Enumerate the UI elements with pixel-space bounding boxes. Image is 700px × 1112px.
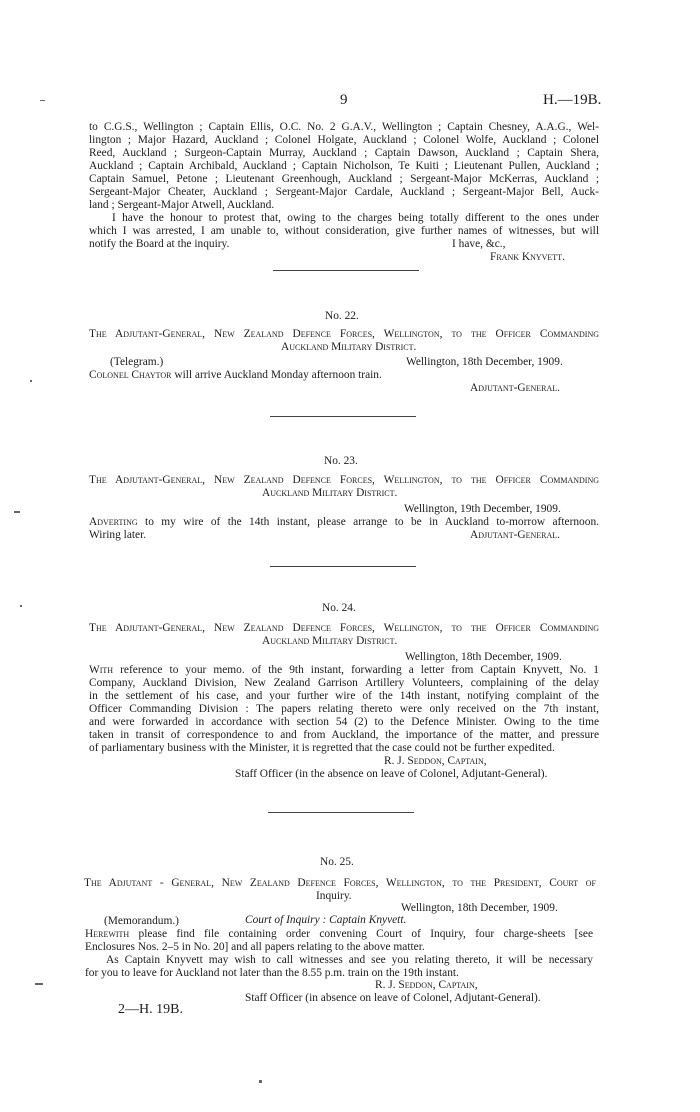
lead-words: Herewith <box>85 928 130 940</box>
address-line: Auckland Military District. <box>262 635 398 647</box>
section-heading: No. 24. <box>322 602 356 614</box>
text-line: taken in transit of correspondence to and from Auckland, the importance of the matter, and pressure <box>89 729 599 741</box>
address-line: The Adjutant - General, New Zealand Defence Forces, Wellington, to the President, Court of <box>84 877 596 889</box>
document-reference: H.—19B. <box>543 92 602 108</box>
signer-name: R. J. Seddon, Captain, <box>384 755 487 767</box>
place-date: Wellington, 18th December, 1909. <box>405 651 562 663</box>
closing-salutation: I have, &c., <box>452 238 506 250</box>
text-line: I have the honour to protest that, owing to the charges being totally different to the ones under <box>112 212 599 224</box>
address-line: Inquiry. <box>316 890 352 902</box>
section-heading: No. 25. <box>320 856 354 868</box>
scan-speck <box>30 380 32 382</box>
section-heading: No. 23. <box>324 455 358 467</box>
signer-role: Staff Officer (in the absence on leave of Colonel, Adjutant-General). <box>235 768 548 780</box>
message-body <box>89 369 382 382</box>
address-line: Auckland Military District. <box>281 341 417 353</box>
text-line: As Captain Knyvett may wish to call witnesses and see you relating thereto, it will be necessary <box>106 954 593 966</box>
section-divider <box>270 416 416 417</box>
text-line: and were forwarded in accordance with section 54 (2) to the Defence Minister. Owing to the time <box>89 716 599 728</box>
place-date: Wellington, 18th December, 1909. <box>401 902 558 914</box>
text-line: Sergeant-Major Cheater, Auckland ; Sergeant-Major Cardale, Auckland ; Sergeant-Major Bell, Auck- <box>89 186 599 198</box>
text-line: notify the Board at the inquiry. <box>89 238 230 250</box>
body-text: will arrive Auckland Monday afternoon train. <box>171 369 382 381</box>
body-text: please find file containing order convening Court of Inquiry, four charge-sheets [see <box>129 928 593 940</box>
section-divider <box>268 812 414 813</box>
scan-speck <box>20 605 22 607</box>
text-line: Enclosures Nos. 2–5 in No. 20] and all papers relating to the above matter. <box>85 941 425 953</box>
text-line: land ; Sergeant-Major Atwell, Auckland. <box>89 199 275 211</box>
message-type: (Memorandum.) <box>104 915 179 927</box>
text-line: Officer Commanding Division : The papers relating thereto were only received on the 7th instant, <box>89 703 599 715</box>
section-divider <box>270 566 416 567</box>
signature: Adjutant-General. <box>470 529 560 541</box>
signature-mark: 2—H. 19B. <box>118 1002 183 1017</box>
text-line: Company, Auckland Division, New Zealand Garrison Artillery Volunteers, complaining of the delay <box>89 677 599 689</box>
signature: Frank Knyvett. <box>490 251 565 263</box>
text-line: Captain Samuel, Petone ; Lieutenant Greenhough, Auckland ; Sergeant-Major McKerras, Auckland ; <box>89 173 599 185</box>
page-number: 9 <box>340 92 348 108</box>
message-body <box>89 516 599 529</box>
text-line: for you to leave for Auckland not later than the 8.55 p.m. train on the 19th instant. <box>85 967 459 979</box>
text-line: of parliamentary business with the Minister, it is regretted that the case could not be further expedited. <box>89 742 555 754</box>
section-heading: No. 22. <box>325 310 359 322</box>
text-line: Reed, Auckland ; Surgeon-Captain Murray, Auckland ; Captain Dawson, Auckland ; Captain Shera, <box>89 147 599 159</box>
place-date: Wellington, 19th December, 1909. <box>404 503 561 515</box>
message-body <box>89 664 599 677</box>
message-type: (Telegram.) <box>110 356 164 368</box>
lead-words: Adverting <box>89 516 138 528</box>
text-line: in the settlement of his case, and your further wire of the 14th instant, notifying complaint of the <box>89 690 599 702</box>
signature: Adjutant-General. <box>470 382 560 394</box>
address-line: Auckland Military District. <box>262 487 398 499</box>
text-line: which I was arrested, I am unable to, without consideration, give further names of witnesses, but will <box>89 225 599 237</box>
signer-role: Staff Officer (in absence on leave of Colonel, Adjutant-General). <box>245 992 541 1004</box>
signer-name: R. J. Seddon, Captain, <box>375 979 478 991</box>
section-divider <box>273 270 419 271</box>
scan-speck <box>259 1080 262 1083</box>
text-line: Auckland ; Captain Archibald, Auckland ; Captain Nicholson, Te Kuiti ; Lieutenant Pullen, Auckland ; <box>89 160 599 172</box>
lead-words: Colonel Chaytor <box>89 369 172 381</box>
address-line: The Adjutant-General, New Zealand Defence Forces, Wellington, to the Officer Commanding <box>89 622 599 634</box>
scan-speck <box>14 511 20 513</box>
place-date: Wellington, 18th December, 1909. <box>406 356 563 368</box>
scan-speck <box>40 100 45 101</box>
scan-speck <box>35 983 43 985</box>
text-line: Wiring later. <box>89 529 147 541</box>
subject-line: Court of Inquiry : Captain Knyvett. <box>245 914 407 926</box>
message-body <box>85 928 593 941</box>
address-line: The Adjutant-General, New Zealand Defence Forces, Wellington, to the Officer Commanding <box>89 474 599 486</box>
text-line: lington ; Major Hazard, Auckland ; Colonel Holgate, Auckland ; Colonel Wolfe, Auckland ; Colonel <box>89 134 599 146</box>
lead-words: With <box>89 664 114 676</box>
text-line: to C.G.S., Wellington ; Captain Ellis, O.C. No. 2 G.A.V., Wellington ; Captain Chesney, A.A.G., Wel- <box>89 121 599 133</box>
body-text: to my wire of the 14th instant, please arrange to be in Auckland to-morrow afternoon. <box>137 516 599 528</box>
address-line: The Adjutant-General, New Zealand Defence Forces, Wellington, to the Officer Commanding <box>89 328 599 340</box>
body-text: reference to your memo. of the 9th instant, forwarding a letter from Captain Knyvett, No. 1 <box>113 664 599 676</box>
